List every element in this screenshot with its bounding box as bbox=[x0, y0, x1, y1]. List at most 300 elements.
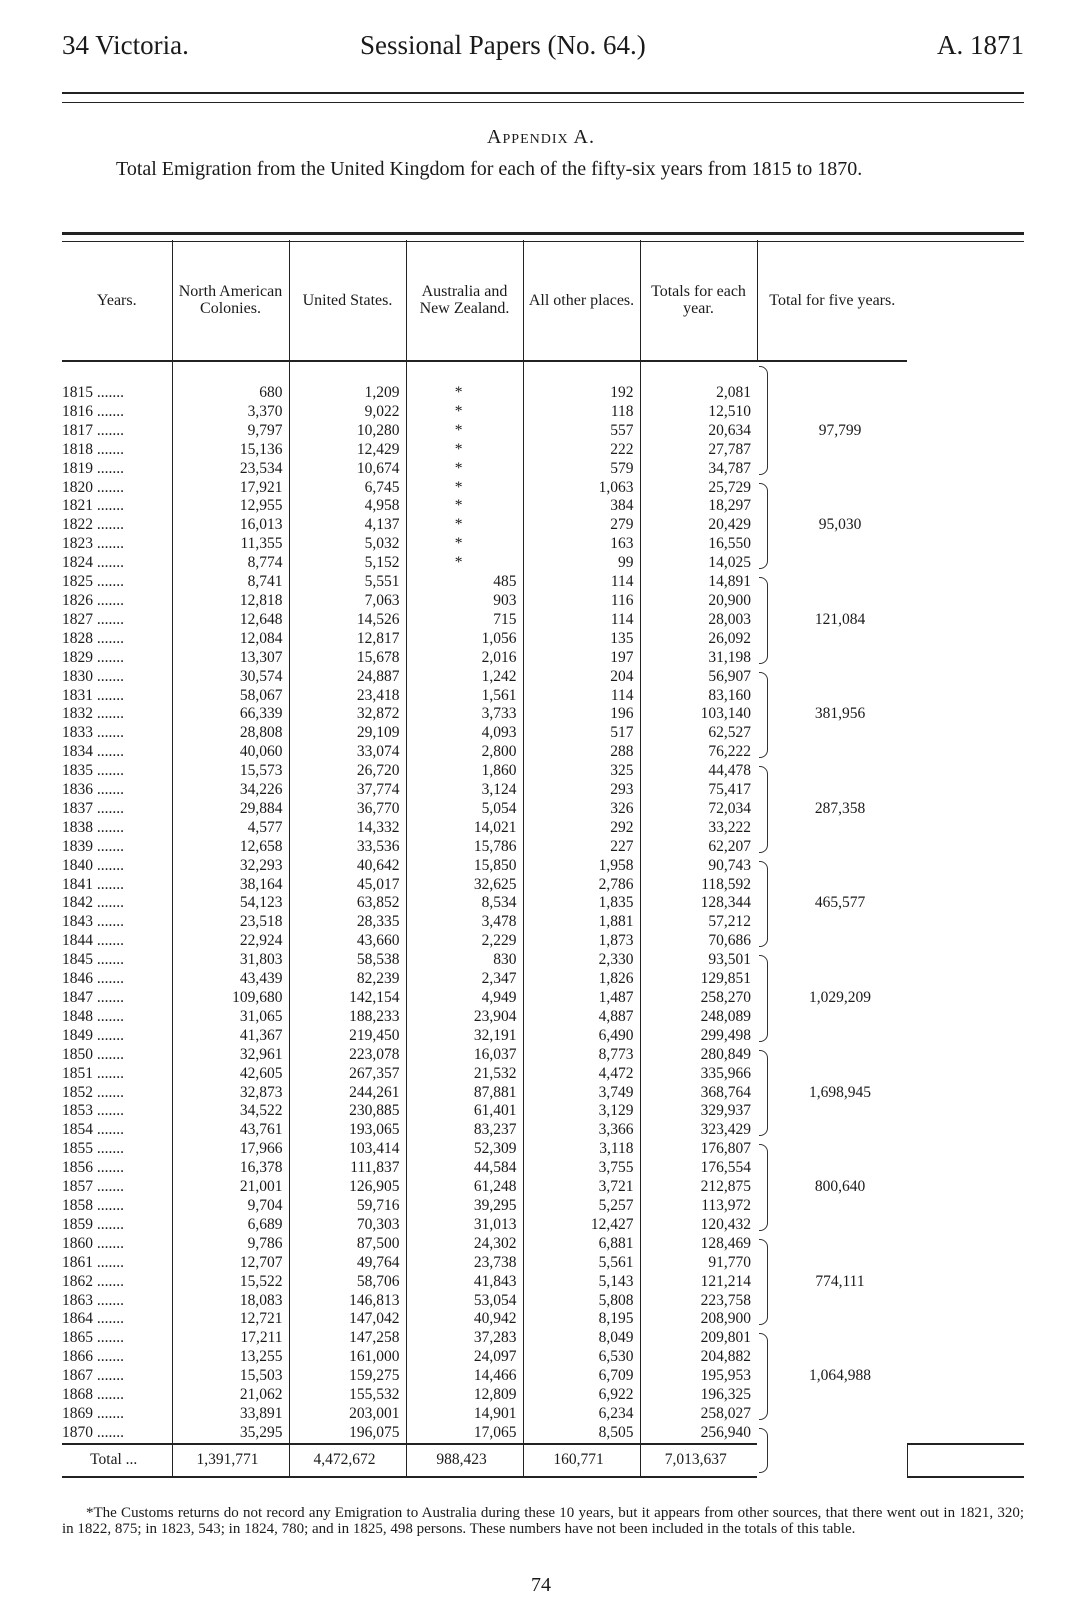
other-places-cell: 1,958 bbox=[523, 857, 640, 876]
united-states-cell: 5,152 bbox=[289, 554, 406, 573]
north-american-cell: 41,367 bbox=[172, 1027, 289, 1046]
north-american-cell: 17,211 bbox=[172, 1329, 289, 1348]
year-cell: 1847 ....... bbox=[62, 989, 124, 1006]
australia-cell: 8,534 bbox=[406, 894, 523, 913]
united-states-cell: 49,764 bbox=[289, 1254, 406, 1273]
year-cell: 1854 ....... bbox=[62, 1121, 124, 1139]
australia-cell: * bbox=[406, 479, 523, 498]
year-cell: 1860 ....... bbox=[62, 1234, 124, 1252]
other-places-cell: 197 bbox=[523, 649, 640, 668]
north-american-cell: 31,065 bbox=[172, 1008, 289, 1027]
united-states-cell: 10,674 bbox=[289, 460, 406, 479]
australia-cell: 61,401 bbox=[406, 1102, 523, 1121]
other-places-cell: 116 bbox=[523, 592, 640, 611]
year-cell: 1837 ....... bbox=[62, 799, 124, 817]
year-total-cell: 72,034 bbox=[640, 800, 757, 819]
year-cell: 1868 ....... bbox=[62, 1386, 124, 1404]
year-total-cell: 176,554 bbox=[640, 1159, 757, 1178]
table-row bbox=[62, 668, 1024, 687]
other-places-cell: 196 bbox=[523, 705, 640, 724]
brace-icon bbox=[759, 366, 768, 475]
australia-cell: 52,309 bbox=[406, 1140, 523, 1159]
australia-cell: * bbox=[406, 403, 523, 422]
year-total-cell: 57,212 bbox=[640, 913, 757, 932]
australia-cell: 15,850 bbox=[406, 857, 523, 876]
north-american-cell: 54,123 bbox=[172, 894, 289, 913]
united-states-cell: 230,885 bbox=[289, 1102, 406, 1121]
australia-cell: 3,733 bbox=[406, 705, 523, 724]
north-american-cell: 38,164 bbox=[172, 876, 289, 895]
col-header-totals-year: Totals for each year. bbox=[640, 240, 757, 361]
year-cell: 1849 ....... bbox=[62, 1026, 124, 1044]
year-total-cell: 28,003 bbox=[640, 611, 757, 630]
year-cell: 1846 ....... bbox=[62, 970, 124, 988]
north-american-cell: 680 bbox=[172, 361, 289, 403]
year-cell: 1870 ....... bbox=[62, 1423, 124, 1441]
united-states-cell: 267,357 bbox=[289, 1065, 406, 1084]
five-year-total-cell bbox=[757, 573, 907, 668]
australia-cell: 1,561 bbox=[406, 687, 523, 706]
australia-cell: 83,237 bbox=[406, 1121, 523, 1140]
australia-cell: 44,584 bbox=[406, 1159, 523, 1178]
year-cell: 1815 ....... bbox=[62, 384, 124, 401]
other-places-cell: 292 bbox=[523, 819, 640, 838]
australia-cell: * bbox=[406, 361, 523, 403]
other-places-cell: 6,922 bbox=[523, 1386, 640, 1405]
brace-icon bbox=[759, 955, 768, 1042]
australia-cell: 14,901 bbox=[406, 1405, 523, 1424]
table-row bbox=[62, 1046, 1024, 1065]
other-places-cell: 6,490 bbox=[523, 1027, 640, 1046]
year-cell: 1834 ....... bbox=[62, 743, 124, 761]
year-total-cell: 20,634 bbox=[640, 422, 757, 441]
year-cell: 1838 ....... bbox=[62, 818, 124, 836]
united-states-cell: 70,303 bbox=[289, 1216, 406, 1235]
other-places-cell: 517 bbox=[523, 724, 640, 743]
north-american-cell: 29,884 bbox=[172, 800, 289, 819]
table-header-row bbox=[62, 240, 1024, 361]
page-number: 74 bbox=[531, 1574, 551, 1596]
year-cell: 1832 ....... bbox=[62, 705, 124, 723]
five-year-total-cell bbox=[757, 1140, 907, 1235]
brace-icon bbox=[759, 766, 768, 853]
australia-cell: 23,738 bbox=[406, 1254, 523, 1273]
col-header-years: Years. bbox=[62, 240, 172, 361]
year-cell: 1823 ....... bbox=[62, 535, 124, 553]
north-american-cell: 32,961 bbox=[172, 1046, 289, 1065]
five-year-total-value: 800,640 bbox=[814, 1178, 866, 1196]
year-cell: 1827 ....... bbox=[62, 610, 124, 628]
five-year-total-value: 287,358 bbox=[814, 799, 866, 817]
australia-cell: 14,021 bbox=[406, 819, 523, 838]
australia-cell: 16,037 bbox=[406, 1046, 523, 1065]
year-total-cell: 44,478 bbox=[640, 762, 757, 781]
year-total-cell: 31,198 bbox=[640, 649, 757, 668]
year-cell: 1843 ....... bbox=[62, 913, 124, 931]
five-year-total-value: 465,577 bbox=[814, 894, 866, 912]
united-states-cell: 40,642 bbox=[289, 857, 406, 876]
year-cell: 1825 ....... bbox=[62, 573, 124, 591]
australia-cell: 32,625 bbox=[406, 876, 523, 895]
united-states-cell: 9,022 bbox=[289, 403, 406, 422]
united-states-cell: 161,000 bbox=[289, 1348, 406, 1367]
year-total-cell: 258,270 bbox=[640, 989, 757, 1008]
year-cell: 1862 ....... bbox=[62, 1272, 124, 1290]
north-american-cell: 22,924 bbox=[172, 932, 289, 951]
united-states-cell: 5,551 bbox=[289, 573, 406, 592]
australia-cell: 14,466 bbox=[406, 1367, 523, 1386]
united-states-cell: 196,075 bbox=[289, 1424, 406, 1444]
australia-cell: 15,786 bbox=[406, 838, 523, 857]
north-american-cell: 66,339 bbox=[172, 705, 289, 724]
north-american-cell: 28,808 bbox=[172, 724, 289, 743]
total-united-states: 4,472,672 bbox=[289, 1444, 406, 1477]
year-cell: 1864 ....... bbox=[62, 1310, 124, 1328]
united-states-cell: 103,414 bbox=[289, 1140, 406, 1159]
united-states-cell: 244,261 bbox=[289, 1084, 406, 1103]
north-american-cell: 34,522 bbox=[172, 1102, 289, 1121]
year-total-cell: 91,770 bbox=[640, 1254, 757, 1273]
five-year-total-value: 1,698,945 bbox=[809, 1083, 871, 1101]
other-places-cell: 118 bbox=[523, 403, 640, 422]
year-cell: 1830 ....... bbox=[62, 667, 124, 685]
other-places-cell: 114 bbox=[523, 687, 640, 706]
north-american-cell: 35,295 bbox=[172, 1424, 289, 1444]
year-total-cell: 212,875 bbox=[640, 1178, 757, 1197]
total-other-places: 160,771 bbox=[523, 1444, 640, 1477]
australia-cell: * bbox=[406, 497, 523, 516]
five-year-total-cell bbox=[757, 762, 907, 857]
north-american-cell: 9,797 bbox=[172, 422, 289, 441]
united-states-cell: 23,418 bbox=[289, 687, 406, 706]
united-states-cell: 6,745 bbox=[289, 479, 406, 498]
other-places-cell: 279 bbox=[523, 516, 640, 535]
year-cell: 1833 ....... bbox=[62, 724, 124, 742]
year-total-cell: 368,764 bbox=[640, 1084, 757, 1103]
other-places-cell: 114 bbox=[523, 611, 640, 630]
north-american-cell: 9,786 bbox=[172, 1235, 289, 1254]
other-places-cell: 192 bbox=[523, 361, 640, 403]
five-year-total-cell bbox=[757, 951, 907, 1046]
year-total-cell: 14,891 bbox=[640, 573, 757, 592]
other-places-cell: 4,472 bbox=[523, 1065, 640, 1084]
total-five-years-empty bbox=[907, 1444, 1024, 1477]
other-places-cell: 8,195 bbox=[523, 1310, 640, 1329]
year-total-cell: 223,758 bbox=[640, 1292, 757, 1311]
other-places-cell: 2,330 bbox=[523, 951, 640, 970]
year-cell: 1826 ....... bbox=[62, 591, 124, 609]
year-total-cell: 128,344 bbox=[640, 894, 757, 913]
north-american-cell: 12,648 bbox=[172, 611, 289, 630]
table-row bbox=[62, 762, 1024, 781]
australia-cell: 17,065 bbox=[406, 1424, 523, 1444]
year-cell: 1817 ....... bbox=[62, 421, 124, 439]
australia-cell: 5,054 bbox=[406, 800, 523, 819]
year-cell: 1856 ....... bbox=[62, 1159, 124, 1177]
year-cell: 1848 ....... bbox=[62, 1007, 124, 1025]
five-year-total-cell bbox=[757, 668, 907, 763]
australia-cell: 40,942 bbox=[406, 1310, 523, 1329]
north-american-cell: 23,518 bbox=[172, 913, 289, 932]
brace-icon bbox=[759, 861, 768, 948]
year-cell: 1845 ....... bbox=[62, 951, 124, 969]
year-total-cell: 103,140 bbox=[640, 705, 757, 724]
australia-cell: 39,295 bbox=[406, 1197, 523, 1216]
year-cell: 1869 ....... bbox=[62, 1404, 124, 1422]
north-american-cell: 18,083 bbox=[172, 1292, 289, 1311]
header-rule bbox=[62, 92, 1024, 103]
other-places-cell: 204 bbox=[523, 668, 640, 687]
year-cell: 1855 ....... bbox=[62, 1140, 124, 1158]
year-total-cell: 25,729 bbox=[640, 479, 757, 498]
australia-cell: 830 bbox=[406, 951, 523, 970]
header-paper-number: A. 1871 bbox=[937, 30, 1024, 60]
united-states-cell: 33,074 bbox=[289, 743, 406, 762]
australia-cell: 4,093 bbox=[406, 724, 523, 743]
year-total-cell: 113,972 bbox=[640, 1197, 757, 1216]
col-header-united-states: United States. bbox=[289, 240, 406, 361]
five-year-total-cell bbox=[757, 857, 907, 952]
north-american-cell: 34,226 bbox=[172, 781, 289, 800]
col-header-other-places: All other places. bbox=[523, 240, 640, 361]
total-label: Total ... bbox=[62, 1444, 172, 1477]
header-paper-title: Sessional Papers (No. 64.) bbox=[360, 30, 646, 60]
year-cell: 1844 ....... bbox=[62, 932, 124, 950]
year-total-cell: 323,429 bbox=[640, 1121, 757, 1140]
other-places-cell: 135 bbox=[523, 630, 640, 649]
north-american-cell: 30,574 bbox=[172, 668, 289, 687]
other-places-cell: 6,530 bbox=[523, 1348, 640, 1367]
year-cell: 1863 ....... bbox=[62, 1291, 124, 1309]
year-total-cell: 118,592 bbox=[640, 876, 757, 895]
other-places-cell: 163 bbox=[523, 535, 640, 554]
table-row bbox=[62, 1235, 1024, 1254]
year-cell: 1851 ....... bbox=[62, 1064, 124, 1082]
year-cell: 1836 ....... bbox=[62, 781, 124, 799]
year-total-cell: 93,501 bbox=[640, 951, 757, 970]
five-year-total-cell bbox=[757, 361, 907, 479]
north-american-cell: 16,013 bbox=[172, 516, 289, 535]
australia-cell: * bbox=[406, 516, 523, 535]
five-year-total-cell bbox=[757, 1424, 907, 1477]
australia-cell: 1,242 bbox=[406, 668, 523, 687]
united-states-cell: 14,332 bbox=[289, 819, 406, 838]
year-total-cell: 120,432 bbox=[640, 1216, 757, 1235]
brace-icon bbox=[759, 1050, 768, 1137]
united-states-cell: 147,042 bbox=[289, 1310, 406, 1329]
australia-cell: 61,248 bbox=[406, 1178, 523, 1197]
year-cell: 1818 ....... bbox=[62, 440, 124, 458]
table-row bbox=[62, 1329, 1024, 1348]
year-cell: 1831 ....... bbox=[62, 686, 124, 704]
year-total-cell: 335,966 bbox=[640, 1065, 757, 1084]
total-australia: 988,423 bbox=[406, 1444, 523, 1477]
other-places-cell: 1,487 bbox=[523, 989, 640, 1008]
year-cell: 1828 ....... bbox=[62, 629, 124, 647]
united-states-cell: 147,258 bbox=[289, 1329, 406, 1348]
year-total-cell: 196,325 bbox=[640, 1386, 757, 1405]
australia-cell: * bbox=[406, 441, 523, 460]
north-american-cell: 23,534 bbox=[172, 460, 289, 479]
year-total-cell: 248,089 bbox=[640, 1008, 757, 1027]
year-total-cell: 83,160 bbox=[640, 687, 757, 706]
year-total-cell: 299,498 bbox=[640, 1027, 757, 1046]
australia-cell: 23,904 bbox=[406, 1008, 523, 1027]
north-american-cell: 40,060 bbox=[172, 743, 289, 762]
year-total-cell: 76,222 bbox=[640, 743, 757, 762]
footnote: *The Customs returns do not record any Emigration to Australia during these 10 years, but it appears from other sources, that there went out in 1821, 320; in 1822, 875; in 1823, 543; in 1824, 780; and in 1825, 498 persons. These numbers have not been included in the totals of this table. bbox=[62, 1505, 1024, 1537]
other-places-cell: 222 bbox=[523, 441, 640, 460]
year-cell: 1820 ....... bbox=[62, 478, 124, 496]
year-cell: 1821 ....... bbox=[62, 497, 124, 515]
north-american-cell: 15,522 bbox=[172, 1273, 289, 1292]
year-cell: 1865 ....... bbox=[62, 1329, 124, 1347]
united-states-cell: 111,837 bbox=[289, 1159, 406, 1178]
other-places-cell: 8,049 bbox=[523, 1329, 640, 1348]
year-total-cell: 128,469 bbox=[640, 1235, 757, 1254]
north-american-cell: 31,803 bbox=[172, 951, 289, 970]
united-states-cell: 28,335 bbox=[289, 913, 406, 932]
united-states-cell: 15,678 bbox=[289, 649, 406, 668]
emigration-table-container bbox=[62, 240, 1024, 1478]
brace-icon bbox=[759, 1144, 768, 1231]
other-places-cell: 579 bbox=[523, 460, 640, 479]
australia-cell: * bbox=[406, 460, 523, 479]
other-places-cell: 3,721 bbox=[523, 1178, 640, 1197]
year-total-cell: 256,940 bbox=[640, 1424, 757, 1444]
australia-cell: 2,016 bbox=[406, 649, 523, 668]
year-total-cell: 56,907 bbox=[640, 668, 757, 687]
year-total-cell: 90,743 bbox=[640, 857, 757, 876]
other-places-cell: 3,129 bbox=[523, 1102, 640, 1121]
year-total-cell: 195,953 bbox=[640, 1367, 757, 1386]
australia-cell: 87,881 bbox=[406, 1084, 523, 1103]
north-american-cell: 15,503 bbox=[172, 1367, 289, 1386]
north-american-cell: 21,001 bbox=[172, 1178, 289, 1197]
year-total-cell: 16,550 bbox=[640, 535, 757, 554]
other-places-cell: 2,786 bbox=[523, 876, 640, 895]
australia-cell: 485 bbox=[406, 573, 523, 592]
australia-cell: 2,347 bbox=[406, 970, 523, 989]
united-states-cell: 159,275 bbox=[289, 1367, 406, 1386]
australia-cell: 2,229 bbox=[406, 932, 523, 951]
north-american-cell: 16,378 bbox=[172, 1159, 289, 1178]
united-states-cell: 58,706 bbox=[289, 1273, 406, 1292]
australia-cell: 1,056 bbox=[406, 630, 523, 649]
united-states-cell: 87,500 bbox=[289, 1235, 406, 1254]
other-places-cell: 6,234 bbox=[523, 1405, 640, 1424]
north-american-cell: 12,955 bbox=[172, 497, 289, 516]
north-american-cell: 12,707 bbox=[172, 1254, 289, 1273]
australia-cell: 2,800 bbox=[406, 743, 523, 762]
united-states-cell: 58,538 bbox=[289, 951, 406, 970]
united-states-cell: 33,536 bbox=[289, 838, 406, 857]
other-places-cell: 326 bbox=[523, 800, 640, 819]
brace-icon bbox=[759, 672, 768, 759]
other-places-cell: 114 bbox=[523, 573, 640, 592]
other-places-cell: 99 bbox=[523, 554, 640, 573]
brace-icon bbox=[759, 577, 768, 664]
north-american-cell: 15,136 bbox=[172, 441, 289, 460]
other-places-cell: 8,773 bbox=[523, 1046, 640, 1065]
year-cell: 1819 ....... bbox=[62, 459, 124, 477]
australia-cell: 4,949 bbox=[406, 989, 523, 1008]
australia-cell: 903 bbox=[406, 592, 523, 611]
united-states-cell: 10,280 bbox=[289, 422, 406, 441]
north-american-cell: 32,873 bbox=[172, 1084, 289, 1103]
north-american-cell: 32,293 bbox=[172, 857, 289, 876]
five-year-total-value: 774,111 bbox=[815, 1272, 865, 1290]
year-total-cell: 329,937 bbox=[640, 1102, 757, 1121]
united-states-cell: 4,137 bbox=[289, 516, 406, 535]
australia-cell: 1,860 bbox=[406, 762, 523, 781]
year-total-cell: 27,787 bbox=[640, 441, 757, 460]
year-total-cell: 75,417 bbox=[640, 781, 757, 800]
other-places-cell: 557 bbox=[523, 422, 640, 441]
other-places-cell: 288 bbox=[523, 743, 640, 762]
other-places-cell: 8,505 bbox=[523, 1424, 640, 1444]
year-total-cell: 33,222 bbox=[640, 819, 757, 838]
year-cell: 1859 ....... bbox=[62, 1215, 124, 1233]
year-cell: 1840 ....... bbox=[62, 856, 124, 874]
australia-cell: 3,124 bbox=[406, 781, 523, 800]
united-states-cell: 155,532 bbox=[289, 1386, 406, 1405]
other-places-cell: 4,887 bbox=[523, 1008, 640, 1027]
year-total-cell: 129,851 bbox=[640, 970, 757, 989]
north-american-cell: 12,084 bbox=[172, 630, 289, 649]
other-places-cell: 1,881 bbox=[523, 913, 640, 932]
north-american-cell: 8,774 bbox=[172, 554, 289, 573]
united-states-cell: 36,770 bbox=[289, 800, 406, 819]
table-row bbox=[62, 573, 1024, 592]
australia-cell: 32,191 bbox=[406, 1027, 523, 1046]
united-states-cell: 82,239 bbox=[289, 970, 406, 989]
year-cell: 1822 ....... bbox=[62, 516, 124, 534]
year-total-cell: 121,214 bbox=[640, 1273, 757, 1292]
australia-cell: 31,013 bbox=[406, 1216, 523, 1235]
five-year-total-value: 97,799 bbox=[818, 421, 862, 439]
other-places-cell: 384 bbox=[523, 497, 640, 516]
north-american-cell: 43,761 bbox=[172, 1121, 289, 1140]
year-cell: 1852 ....... bbox=[62, 1083, 124, 1101]
united-states-cell: 24,887 bbox=[289, 668, 406, 687]
north-american-cell: 15,573 bbox=[172, 762, 289, 781]
australia-cell: 715 bbox=[406, 611, 523, 630]
brace-icon bbox=[759, 1239, 768, 1326]
united-states-cell: 37,774 bbox=[289, 781, 406, 800]
australia-cell: 37,283 bbox=[406, 1329, 523, 1348]
united-states-cell: 142,154 bbox=[289, 989, 406, 1008]
year-cell: 1867 ....... bbox=[62, 1367, 124, 1385]
united-states-cell: 126,905 bbox=[289, 1178, 406, 1197]
north-american-cell: 9,704 bbox=[172, 1197, 289, 1216]
year-total-cell: 62,527 bbox=[640, 724, 757, 743]
north-american-cell: 21,062 bbox=[172, 1386, 289, 1405]
australia-cell: 24,097 bbox=[406, 1348, 523, 1367]
north-american-cell: 12,818 bbox=[172, 592, 289, 611]
year-cell: 1835 ....... bbox=[62, 762, 124, 780]
australia-cell: 12,809 bbox=[406, 1386, 523, 1405]
other-places-cell: 325 bbox=[523, 762, 640, 781]
north-american-cell: 109,680 bbox=[172, 989, 289, 1008]
north-american-cell: 17,966 bbox=[172, 1140, 289, 1159]
united-states-cell: 26,720 bbox=[289, 762, 406, 781]
year-total-cell: 2,081 bbox=[640, 361, 757, 403]
australia-cell: 21,532 bbox=[406, 1065, 523, 1084]
australia-cell: 24,302 bbox=[406, 1235, 523, 1254]
north-american-cell: 42,605 bbox=[172, 1065, 289, 1084]
year-total-cell: 34,787 bbox=[640, 460, 757, 479]
